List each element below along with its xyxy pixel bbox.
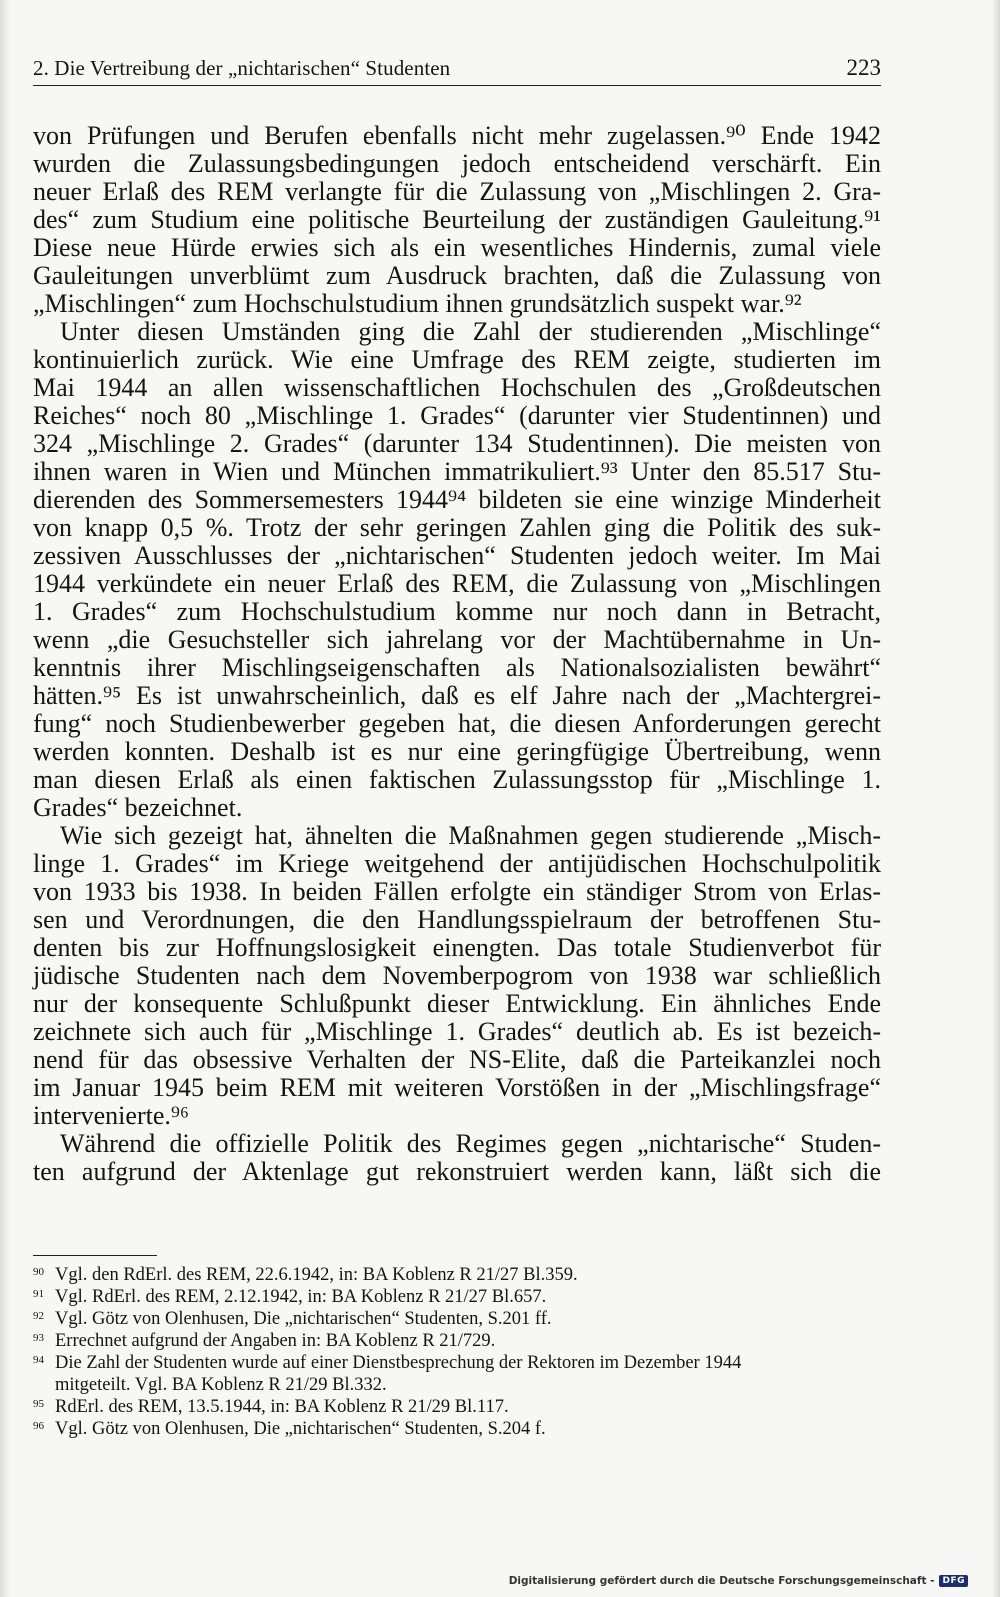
text-line: 1. Grades“ zum Hochschulstudium komme nur noch dann in Betracht, [33, 597, 881, 626]
footnote-mark: 93 [33, 1332, 44, 1344]
text-line: wurden die Zulassungsbedingungen jedoch entscheidend verschärft. Ein [33, 149, 881, 178]
header-rule [33, 85, 881, 86]
page-gutter-shadow [0, 0, 10, 1597]
text-line: wenn „die Gesuchsteller sich jahrelang vor der Machtübernahme in Un- [33, 625, 881, 654]
text-line: werden konnten. Deshalb ist es nur eine geringfügige Übertreibung, wenn [33, 737, 881, 766]
footnote-text: Vgl. Götz von Olenhusen, Die „nichtarischen“ Studenten, S.204 f. [55, 1419, 546, 1439]
footnote-mark: 91 [33, 1288, 44, 1300]
footnote [33, 1330, 881, 1352]
text-line: „Mischlingen“ zum Hochschulstudium ihnen grundsätzlich suspekt war.⁹² [33, 289, 802, 318]
text-line: Während die offizielle Politik des Regimes gegen „nichtarische“ Studen- [60, 1129, 881, 1158]
text-line: man diesen Erlaß als einen faktischen Zulassungsstop für „Mischlinge 1. [33, 765, 881, 794]
text-line: Unter diesen Umständen ging die Zahl der studierenden „Mischlinge“ [60, 317, 881, 346]
footnote-mark: 95 [33, 1398, 44, 1410]
text-line: 1944 verkündete ein neuer Erlaß des REM, die Zulassung von „Mischlingen [33, 569, 881, 598]
text-line: Grades“ bezeichnet. [33, 793, 243, 822]
footnote [33, 1264, 881, 1286]
text-line: linge 1. Grades“ im Kriege weitgehend der antijüdischen Hochschulpolitik [33, 849, 881, 878]
footnote [33, 1286, 881, 1308]
footnote [33, 1396, 881, 1418]
footnote-continuation: mitgeteilt. Vgl. BA Koblenz R 21/29 Bl.332. [55, 1375, 387, 1395]
text-line: 324 „Mischlinge 2. Grades“ (darunter 134 Studentinnen). Die meisten von [33, 429, 881, 458]
footnote-text: Die Zahl der Studenten wurde auf einer Dienstbesprechung der Rektoren im Dezember 1944 [55, 1353, 742, 1373]
footnote-text: Vgl. RdErl. des REM, 2.12.1942, in: BA Koblenz R 21/27 Bl.657. [55, 1287, 547, 1307]
page-edge-shadow [992, 0, 1000, 1597]
text-line: von Prüfungen und Berufen ebenfalls nicht mehr zugelassen.⁹⁰ Ende 1942 [33, 121, 881, 150]
running-title: 2. Die Vertreibung der „nichtarischen“ Studenten [33, 56, 451, 80]
text-line: kenntnis ihrer Mischlingseigenschaften als Nationalsozialisten bewährt“ [33, 653, 881, 682]
footnote-text: Vgl. den RdErl. des REM, 22.6.1942, in: BA Koblenz R 21/27 Bl.359. [55, 1265, 578, 1285]
text-line: sen und Verordnungen, die den Handlungsspielraum der betroffenen Stu- [33, 905, 881, 934]
text-line: neuer Erlaß des REM verlangte für die Zulassung von „Mischlingen 2. Gra- [33, 177, 881, 206]
footnote-text: Vgl. Götz von Olenhusen, Die „nichtarischen“ Studenten, S.201 ff. [55, 1309, 552, 1329]
digitization-credit [509, 1575, 968, 1587]
text-line: fung“ noch Studienbewerber gegeben hat, die diesen Anforderungen gerecht [33, 709, 881, 738]
text-line: zeichnete sich auch für „Mischlinge 1. Grades“ deutlich ab. Es ist bezeich- [33, 1017, 881, 1046]
text-line: denten bis zur Hoffnungslosigkeit einengten. Das totale Studienverbot für [33, 933, 881, 962]
dfg-logo: DFG [939, 1575, 968, 1587]
text-line: von knapp 0,5 %. Trotz der sehr geringen Zahlen ging die Politik des suk- [33, 513, 881, 542]
text-line: ihnen waren in Wien und München immatrikuliert.⁹³ Unter den 85.517 Stu- [33, 457, 881, 486]
footnote-rule [33, 1255, 157, 1256]
text-line: Wie sich gezeigt hat, ähnelten die Maßnahmen gegen studierende „Misch- [60, 821, 881, 850]
footnote-text: RdErl. des REM, 13.5.1944, in: BA Koblenz R 21/29 Bl.117. [55, 1397, 509, 1417]
text-line: kontinuierlich zurück. Wie eine Umfrage des REM zeigte, studierten im [33, 345, 881, 374]
credit-text: Digitalisierung gefördert durch die Deutsche Forschungsgemeinschaft - [508, 1575, 935, 1587]
text-line: im Januar 1945 beim REM mit weiteren Vorstößen in der „Mischlingsfrage“ [33, 1073, 881, 1102]
text-line: intervenierte.⁹⁶ [33, 1101, 189, 1130]
text-line: Diese neue Hürde erwies sich als ein wesentliches Hindernis, zumal viele [33, 233, 881, 262]
text-line: Mai 1944 an allen wissenschaftlichen Hochschulen des „Großdeutschen [33, 373, 881, 402]
text-line: Reiches“ noch 80 „Mischlinge 1. Grades“ (darunter vier Studentinnen) und [33, 401, 881, 430]
text-line: dierenden des Sommersemesters 1944⁹⁴ bildeten sie eine winzige Minderheit [33, 485, 881, 514]
footnote-mark: 90 [33, 1266, 44, 1278]
text-line: hätten.⁹⁵ Es ist unwahrscheinlich, daß es elf Jahre nach der „Machtergrei- [33, 681, 881, 710]
text-line: Gauleitungen unverblümt zum Ausdruck brachten, daß die Zulassung von [33, 261, 881, 290]
footnote [33, 1352, 881, 1374]
text-line: von 1933 bis 1938. In beiden Fällen erfolgte ein ständiger Strom von Erlas- [33, 877, 881, 906]
body-text [33, 122, 881, 1186]
footnotes [33, 1264, 881, 1440]
footnote-mark: 94 [33, 1354, 44, 1366]
text-line: nur der konsequente Schlußpunkt dieser Entwicklung. Ein ähnliches Ende [33, 989, 881, 1018]
footnote [33, 1418, 881, 1440]
text-line: nend für das obsessive Verhalten der NS-Elite, daß die Parteikanzlei noch [33, 1045, 881, 1074]
text-line: zessiven Ausschlusses der „nichtarischen“ Studenten jedoch weiter. Im Mai [33, 541, 881, 570]
footnote-mark: 96 [33, 1420, 44, 1432]
text-line: des“ zum Studium eine politische Beurteilung der zuständigen Gauleitung.⁹¹ [33, 205, 881, 234]
page-number: 223 [846, 55, 881, 80]
footnote-mark: 92 [33, 1310, 44, 1322]
text-line: jüdische Studenten nach dem Novemberpogrom von 1938 war schließlich [33, 961, 881, 990]
text-line: ten aufgrund der Aktenlage gut rekonstruiert werden kann, läßt sich die [33, 1157, 881, 1186]
footnote [33, 1308, 881, 1330]
running-header [33, 55, 881, 81]
footnote-text: Errechnet aufgrund der Angaben in: BA Koblenz R 21/729. [55, 1331, 496, 1351]
